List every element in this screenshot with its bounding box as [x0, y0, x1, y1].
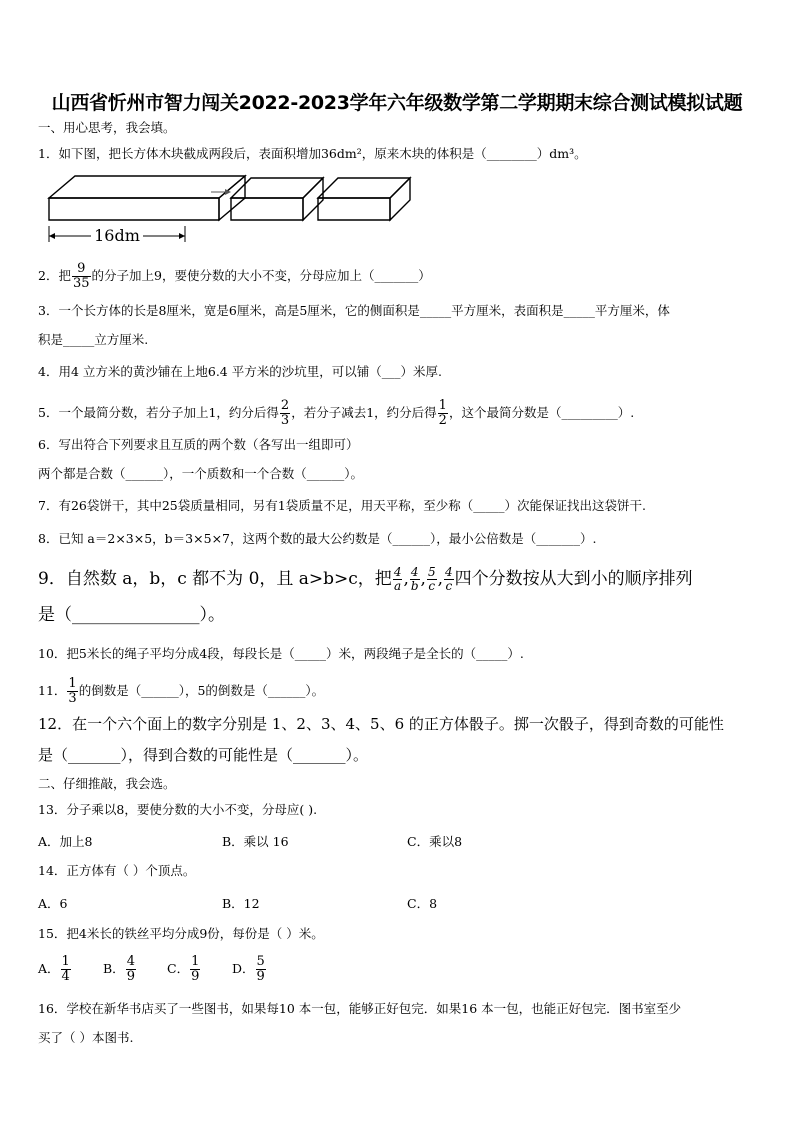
q15-option-b: B． $\frac{4}{9}$	[103, 954, 135, 984]
section-2-heading: 二、仔细推敲，我会选。	[38, 776, 176, 791]
question-11: 11． $\frac{1}{3}$ 的倒数是（______），5的倒数是（______）。	[38, 676, 325, 706]
q14-option-a: A．6	[38, 896, 68, 911]
q15-option-d: D． $\frac{5}{9}$	[232, 954, 265, 984]
question-6-line-2: 两个都是合数（______），一个质数和一个合数（______）。	[38, 466, 364, 481]
figure-length-label: 16dm	[94, 226, 140, 245]
question-4: 4．用4 立方米的黄沙铺在上地6.4 平方米的沙坑里，可以铺（___）米厚.	[38, 364, 442, 379]
q13-option-a: A．加上8	[38, 834, 93, 849]
question-8: 8．已知 a＝2×3×5，b＝3×5×7，这两个数的最大公约数是（______），最小公倍数是（_______）.	[38, 531, 597, 546]
question-12-line-2: 是（_______），得到合数的可能性是（_______）。	[38, 746, 369, 764]
page-title: 山西省忻州市智力闯关2022-2023学年六年级数学第二学期期末综合测试模拟试题	[51, 92, 743, 114]
q15-option-a: A． $\frac{1}{4}$	[38, 954, 70, 984]
question-16-line-2: 买了（ ）本图书.	[38, 1030, 134, 1045]
question-15: 15．把4米长的铁丝平均分成9份，每份是（ ）米。	[38, 926, 324, 941]
question-2: 2．把 $\frac{9}{35}$ 的分子加上9，要使分数的大小不变，分母应加上（_______）	[38, 261, 431, 291]
question-13: 13．分子乘以8，要使分数的大小不变，分母应( ).	[38, 802, 318, 817]
q15-option-c: C． $\frac{1}{9}$	[167, 954, 200, 984]
q14-option-b: B．12	[222, 896, 260, 911]
q14-option-c: C．8	[407, 896, 438, 911]
question-5: 5．一个最简分数，若分子加上1，约分后得 $\frac{2}{3}$ ，若分子减去1，约分后得 $\frac{1}{2}$ ，这个最简分数是（_________）.	[38, 398, 635, 428]
question-14: 14．正方体有（ ）个顶点。	[38, 863, 196, 878]
question-7: 7．有26袋饼干，其中25袋质量相同，另有1袋质量不足，用天平称，至少称（_____）次能保证找出这袋饼干.	[38, 498, 646, 513]
section-1-heading: 一、用心思考，我会填。	[38, 120, 176, 135]
question-6-line-1: 6．写出符合下列要求且互质的两个数（各写出一组即可）	[38, 437, 359, 452]
question-3-line-1: 3．一个长方体的长是8厘米，宽是6厘米，高是5厘米，它的侧面积是_____平方厘米，表面积是_____平方厘米，体	[38, 303, 670, 318]
question-9-line-2: 是（_______________）。	[38, 605, 225, 625]
question-9-line-1: 9．自然数 a，b，c 都不为 0，且 a>b>c，把 $\frac{4}{a}$ , $\frac{4}{b}$ , $\frac{5}{c}$ , $\frac{4}{c}$ 四个分数按从大到小的顺序排列	[38, 565, 693, 593]
cuboid-figure	[45, 170, 415, 248]
question-10: 10．把5米长的绳子平均分成4段，每段长是（_____）米，两段绳子是全长的（_____）.	[38, 646, 524, 661]
question-16-line-1: 16．学校在新华书店买了一些图书，如果每10 本一包，能够正好包完．如果16 本一包，也能正好包完．图书室至少	[38, 1001, 682, 1016]
q13-option-b: B．乘以 16	[222, 834, 289, 849]
question-12-line-1: 12．在一个六个面上的数字分别是 1、2、3、4、5、6 的正方体骰子。掷一次骰子，得到奇数的可能性	[38, 715, 724, 733]
question-3-line-2: 积是_____立方厘米.	[38, 332, 149, 347]
question-1: 1．如下图，把长方体木块截成两段后，表面积增加36dm²，原来木块的体积是（________）dm³。	[38, 146, 587, 161]
q13-option-c: C．乘以8	[407, 834, 463, 849]
